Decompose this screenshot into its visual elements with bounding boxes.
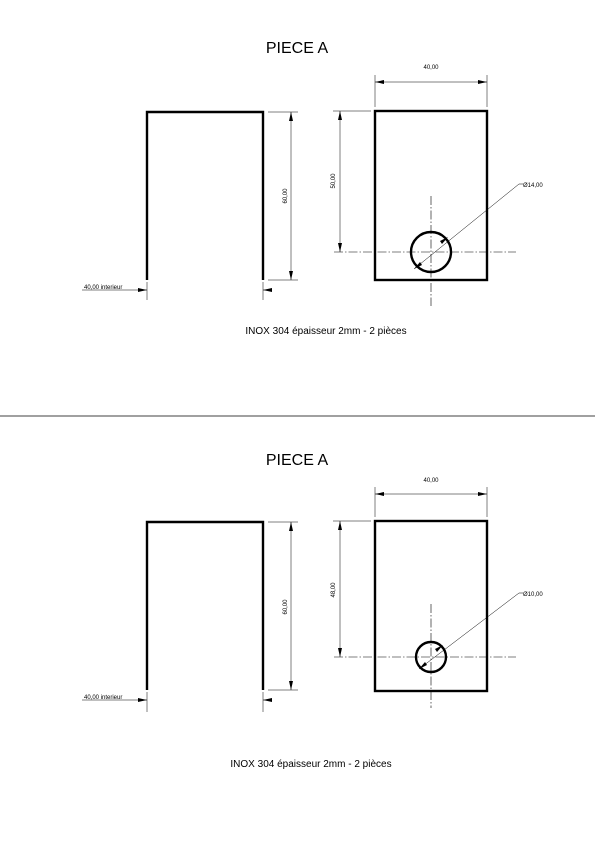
interior-dimension <box>82 282 272 300</box>
piece-title: PIECE A <box>265 40 329 57</box>
height-dimension <box>268 522 298 690</box>
height-dim-label: 60,00 <box>283 599 289 615</box>
hole-pos-dim-label: 48,00 <box>331 582 337 598</box>
drawing-2 <box>82 452 543 770</box>
piece-title: PIECE A <box>265 452 329 469</box>
side-view-profile <box>147 112 263 280</box>
hole-dia-label: Ø14,00 <box>523 183 543 189</box>
hole-position-dimension <box>331 521 371 657</box>
side-view-profile <box>147 522 263 690</box>
width-dimension <box>375 65 487 107</box>
drawing-1 <box>82 40 543 337</box>
hole-position-dimension <box>331 111 371 252</box>
height-dimension <box>268 112 298 280</box>
width-dimension <box>375 478 487 517</box>
material-caption: INOX 304 épaisseur 2mm - 2 pièces <box>245 326 407 337</box>
width-dim-label: 40,00 <box>423 65 439 71</box>
hole-pos-dim-label: 50,00 <box>331 173 337 189</box>
interior-dim-label: 40,00 interieur <box>84 285 123 291</box>
interior-dimension <box>82 692 272 712</box>
width-dim-label: 40,00 <box>423 478 439 484</box>
diameter-dimension <box>419 592 543 669</box>
hole-dia-label: Ø10,00 <box>523 592 543 598</box>
diameter-dimension <box>414 183 543 269</box>
height-dim-label: 60,00 <box>283 188 289 204</box>
interior-dim-label: 40,00 interieur <box>84 695 123 701</box>
material-caption: INOX 304 épaisseur 2mm - 2 pièces <box>230 759 392 770</box>
